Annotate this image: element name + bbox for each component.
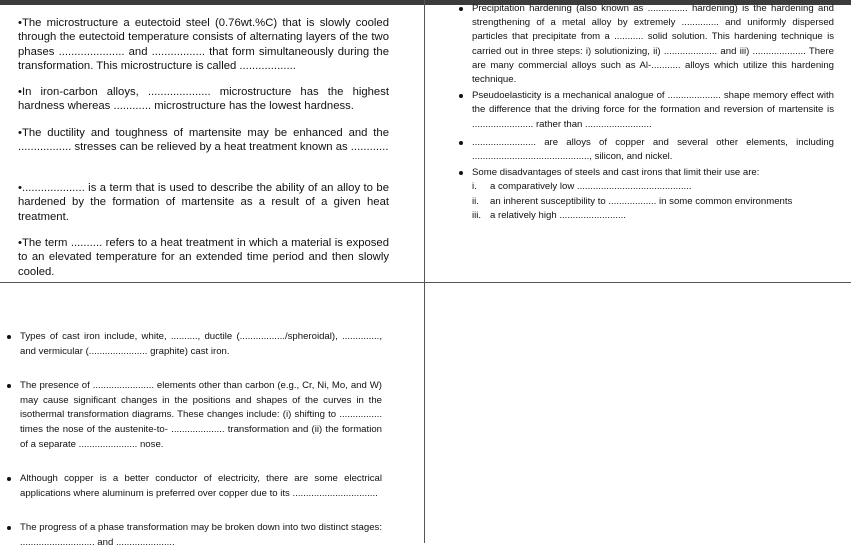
sub-list [472,180,834,223]
question-pseudoelasticity: Pseudoelasticity is a mechanical analogue of .................... shape memory effect with the difference that the driving force for the formation and reversion of martensite is ....................... rather than ......................... [472,89,834,132]
question-hardness: •In iron-carbon alloys, .................... microstructure has the highest hardness whereas ............ microstructure has the lowest hardness. [18,86,389,113]
question-hardenability: •.................... is a term that is used to describe the ability of an alloy to be hardened by the formation of martensite as a result of a given heat treatment. [18,182,389,223]
sub-item [472,209,834,223]
sub-item [472,180,834,194]
sub-item-numeral: i. [472,181,477,193]
question-phase-transformation: The progress of a phase transformation may be broken down into two distinct stages: ............................ and ...................... [20,521,382,550]
question-list [472,2,834,223]
question-precipitation-hardening: Precipitation hardening (also known as ............... hardening) is the hardening and strengthening of a metal alloy by extremely .............. and uniformly dispersed particles that precipitate from a ........... solid solution. This hardening technique is carried out in three steps: i) solutionizing, ii) .................... and iii) .................... There are many commercial alloys such as Al-........... alloys which utilize this hardening technique. [472,2,834,87]
sub-item-text: a relatively high ......................... [490,209,626,221]
question-text: Some disadvantages of steels and cast irons that limit their use are: [472,167,760,179]
question-heat-treatment-term: •The term .......... refers to a heat treatment in which a material is exposed to an elevated temperature for an extended time period and then slowly cooled. [18,237,389,278]
top-right-cell [472,2,834,223]
bottom-left-cell [20,330,382,551]
sub-item [472,195,834,209]
question-martensite-ductility: •The ductility and toughness of martensite may be enhanced and the ................. stresses can be relieved by a heat treatment known as ............ [18,127,389,154]
sub-item-numeral: ii. [472,195,479,207]
question-list [20,330,382,551]
sub-item-text: a comparatively low ........................................... [490,181,692,193]
bottom-right-cell [425,283,851,543]
question-copper-alloys: ........................ are alloys of copper and several other elements, including ............................................, silicon, and nickel. [472,136,834,164]
question-alloying-elements: The presence of ....................... elements other than carbon (e.g., Cr, Ni, Mo, and W) may cause significant changes in the positions and shapes of the curves in the isothermal transformation diagrams. These changes include: (i) shifting to ................ times the nose of the austenite-to- .................... transformation and (ii) the formation of a separate ...................... nose. [20,379,382,452]
question-cast-iron-types: Types of cast iron include, white, .........., ductile (................./spheroidal), .............., and vermicular (...................... graphite) cast iron. [20,330,382,359]
question-steel-disadvantages [472,166,834,223]
question-copper-aluminum: Although copper is a better conductor of electricity, there are some electrical applications where aluminum is preferred over copper due to its ................................ [20,472,382,501]
question-eutectoid: •The microstructure a eutectoid steel (0.76wt.%C) that is slowly cooled through the eutectoid temperature consists of alternating layers of the two phases ..................... and ................. that form simultaneously during the transformation. This microstructure is called .................. [18,17,389,73]
sub-item-numeral: iii. [472,209,482,221]
sub-item-text: an inherent susceptibility to .................. in some common environments [490,195,793,207]
